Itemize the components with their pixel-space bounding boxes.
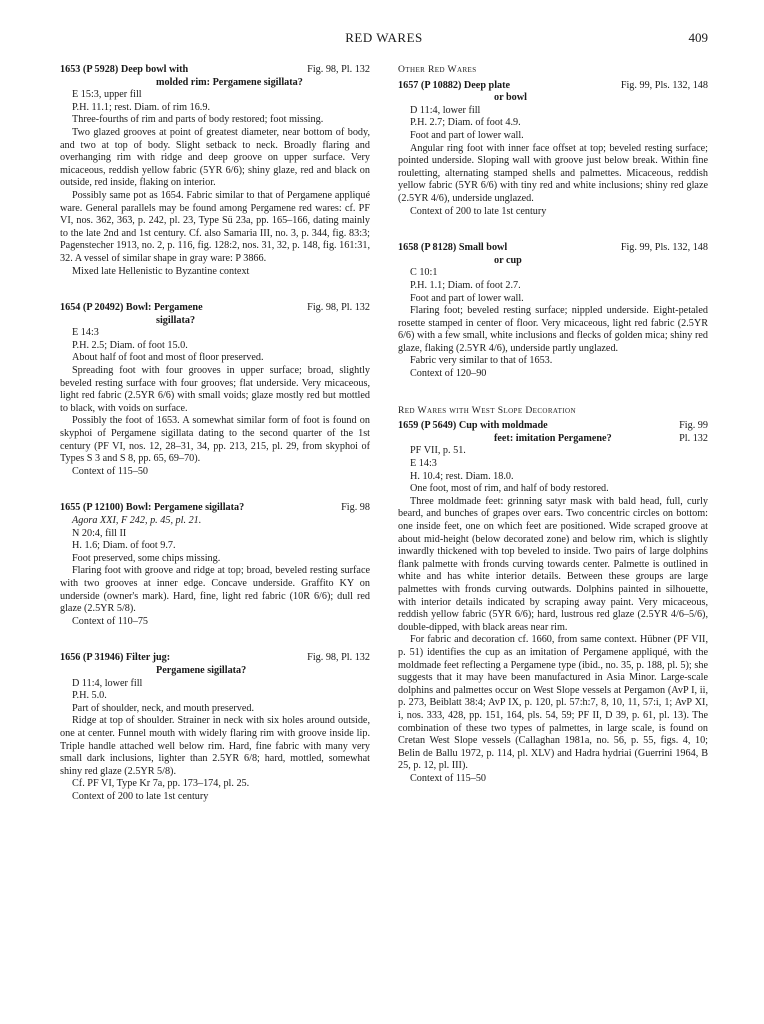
entry-heading xyxy=(398,80,708,105)
catalog-entry-1659 xyxy=(398,420,708,785)
entry-paragraph: Cf. PF VI, Type Kr 7a, pp. 173–174, pl. 25. xyxy=(72,778,250,790)
entry-paragraph: Spreading foot with four grooves in upper surface; broad, slightly beveled resting surface with four grooves; flat underside. Very micaceous, light red fabric (2.5YR 6/6) with small voids; glaze mostly red but mottled to black, with voids on surface. xyxy=(60,365,370,414)
entry-meta: P.H. 2.5; Diam. of foot 15.0. xyxy=(72,339,188,351)
entry-context: Context of 200 to late 1st century xyxy=(410,205,547,217)
entry-title: 1658 (P 8128) Small bowl xyxy=(398,242,508,254)
entry-meta: C 10:1 xyxy=(410,267,438,279)
entry-meta: PF VII, p. 51. xyxy=(410,445,466,457)
entry-meta: P.H. 1.1; Diam. of foot 2.7. xyxy=(410,279,521,291)
catalog-entry-1658 xyxy=(398,242,708,381)
figure-reference: Fig. 98, Pl. 132 xyxy=(307,64,370,75)
catalog-entry-1656 xyxy=(60,652,370,803)
entry-meta: One foot, most of rim, and half of body restored. xyxy=(410,483,609,495)
entry-paragraph: Ridge at top of shoulder. Strainer in neck with six holes around outside, one at center. Funnel mouth with widely flaring rim with groove inside lip. Triple handle attached well below rim. Hard, fine fabric with many very small dark inclusions, lighter than 2.5YR 6/8; hard, mottled, somewhat shiny red glaze (2.5YR 5/8). xyxy=(60,715,370,777)
right-column xyxy=(398,64,708,809)
entry-paragraph: Flaring foot with groove and ridge at top; broad, beveled resting surface with two grooves at inner edge. Concave underside. Graffito KY on underside (owner's mark). Hard, fine, light red fabric (10R 6/6); dull red glaze (2.5YR 5/8). xyxy=(60,565,370,615)
entry-meta: P.H. 2.7; Diam. of foot 4.9. xyxy=(410,117,521,129)
entry-paragraph: Fabric very similar to that of 1653. xyxy=(410,355,553,367)
entry-heading xyxy=(60,302,370,327)
page-number: 409 xyxy=(688,30,708,45)
entry-paragraph: Two glazed grooves at point of greatest diameter, near bottom of body, and two at top of body. Slight setback to neck. Broadly flaring and overhanging rim with ridge and deep groove on upper surface. Very micaceous, reddish yellow fabric (5YR 6/6); shiny glaze, red and black on outside, red inside, flaking on interior. xyxy=(60,126,370,189)
entry-paragraph: For fabric and decoration cf. 1660, from same context. Hübner (PF VII, p. 51) identifies the cup as an imitation of Pergamene appliqué, with the moldmade feet reflecting a Pergamene type (ibid., no. 35, p. 188, pl. 5); she suggests that it may have been manufactured in Asia Minor. Large-scale dolphins and palmettes occur on West Slope vessels at Pergamon (AvP I, ii, p. 273, Beiblatt 38:4; AvP IX, p. 120, pl. 57:h:7, 8, 10, 11, 57:i, 1; AvP XI, i, nos. 333, 428, pp. 151, 164, pls. 54, 59; PF II, D 39, p. 61, pl. 13). The combination of these two types of palmettes, in large scale, is found on Cretan West Slope vessels (Callaghan 1981a, no. 56, p. 55, figs. 4, 10; Belin de Ballu 1972, p. 114, pl. XLV) and Hadra hydriai (Guerrini 1964, B 25, p. 12, pl. III). xyxy=(398,634,708,772)
left-column xyxy=(60,64,370,827)
entry-title: 1657 (P 10882) Deep plate xyxy=(398,79,511,91)
entry-meta: E 15:3, upper fill xyxy=(72,89,142,101)
entry-meta: Foot and part of lower wall. xyxy=(410,129,524,141)
page-header xyxy=(60,30,708,50)
entry-meta: D 11:4, lower fill xyxy=(72,677,143,689)
entry-paragraph: Possibly same pot as 1654. Fabric similar to that of Pergamene appliqué ware. General parallels may be found among Pergamene red wares: cf. PF VI, nos. 362, 363, p. 242, pl. 23, Type Sü 23a, pp. 165–166, dating mainly to the late 2nd and 1st century. Cf. also Samaria III, no. 3, p. 344, fig. 83:3; Pagenstecher 1913, no. 2, p. 116, fig. 128:2, nos. 31, 32, p. 148, fig. 161:31, 32. A vessel of similar shape in gray ware: P 3866. xyxy=(60,189,370,264)
entry-title-line2: sigillata? xyxy=(156,314,196,326)
entry-paragraph: About half of foot and most of floor preserved. xyxy=(72,352,264,364)
entry-paragraph: Part of shoulder, neck, and mouth preserved. xyxy=(72,702,255,714)
figure-reference-plate: Pl. 132 xyxy=(679,432,708,444)
entry-context: Context of 115–50 xyxy=(72,465,149,477)
entry-title-line2: feet: imitation Pergamene? xyxy=(494,432,612,444)
entry-title: 1655 (P 12100) Bowl: Pergamene sigillata? xyxy=(60,502,245,514)
entry-heading xyxy=(60,64,370,89)
catalog-entry-1653 xyxy=(60,64,370,278)
entry-paragraph: Three moldmade feet: grinning satyr mask with bald head, full, curly beard, and bunches of grapes over ears. Two concentric circles on bottom: one inside feet, one on which feet are positioned. Wide scraped groove at about mid-height (below decorated zone) and below rim, which is slightly inwardly thickened with top beveled to inside. Two pairs of large dolphins flank palmette with fronds curving towards center. Palmette is outlined in white and has white interior details. Between these groups are large palmettes with fronds curving outwards. Dolphins painted in silhouette, with interior details indicated by scraping away paint. Very micaceous, reddish yellow fabric (5YR 6/6); hard, lustrous red glaze (2.5YR 4/6–5/6), double-dipped, with black areas near rim. xyxy=(398,495,708,633)
entry-paragraph: Flaring foot; beveled resting surface; nippled underside. Eight-petaled rosette stamped in center of floor. Very micaceous, light red fabric (2.5YR 6/6) with a few small, white inclusions and flecks of golden mica; shiny red glaze, flaking (2.5YR 4/6), underside partly unglazed. xyxy=(398,305,708,354)
catalog-entry-1654 xyxy=(60,302,370,478)
entry-heading xyxy=(398,242,708,267)
figure-reference: Fig. 98, Pl. 132 xyxy=(307,652,370,664)
entry-meta: D 11:4, lower fill xyxy=(410,104,481,116)
entry-meta: Foot and part of lower wall. xyxy=(410,292,524,304)
figure-reference xyxy=(679,420,708,445)
entry-paragraph: Angular ring foot with inner face offset at top; beveled resting surface; pointed underside. Sloping wall with groove just below break. Within fine rouletting, alternating stamped shells and palmettes. Micaceous, reddish yellow fabric (5YR 6/6) with tiny red and white inclusions; shiny red glaze (2.5YR 4/6), underside unglazed. xyxy=(398,142,708,204)
catalog-entry-1657 xyxy=(398,80,708,219)
entry-meta: Agora XXI, F 242, p. 45, pl. 21. xyxy=(72,515,202,526)
entry-title: 1656 (P 31946) Filter jug: xyxy=(60,652,171,664)
entry-meta: H. 1.6; Diam. of foot 9.7. xyxy=(72,540,176,552)
entry-meta: N 20:4, fill II xyxy=(72,527,127,539)
entry-meta: P.H. 5.0. xyxy=(72,690,107,702)
entry-title: 1659 (P 5649) Cup with moldmade xyxy=(398,420,548,432)
catalog-entry-1655 xyxy=(60,502,370,628)
entry-title-line2: or cup xyxy=(494,254,522,266)
entry-context: Context of 115–50 xyxy=(410,772,487,784)
entry-title: 1654 (P 20492) Bowl: Pergamene xyxy=(60,302,203,314)
figure-reference-fig: Fig. 99 xyxy=(679,420,708,432)
entry-heading xyxy=(60,652,370,677)
entry-context: Context of 120–90 xyxy=(410,368,487,380)
entry-title: 1653 (P 5928) Deep bowl with xyxy=(60,64,189,75)
entry-heading xyxy=(60,502,370,515)
section-title-west-slope: Red Wares with West Slope Decoration xyxy=(398,404,576,416)
entry-meta: H. 10.4; rest. Diam. 18.0. xyxy=(410,470,514,482)
entry-paragraph: Three-fourths of rim and parts of body restored; foot missing. xyxy=(72,114,324,126)
entry-meta: E 14:3 xyxy=(72,327,99,339)
entry-title-line2: Pergamene sigillata? xyxy=(156,664,247,676)
entry-meta: P.H. 11.1; rest. Diam. of rim 16.9. xyxy=(72,101,210,113)
entry-context: Mixed late Hellenistic to Byzantine context xyxy=(72,265,250,277)
entry-heading xyxy=(398,420,708,445)
figure-reference: Fig. 98, Pl. 132 xyxy=(307,302,370,314)
entry-context: Context of 200 to late 1st century xyxy=(72,790,209,802)
entry-title-line2: molded rim: Pergamene sigillata? xyxy=(156,76,303,88)
figure-reference: Fig. 99, Pls. 132, 148 xyxy=(620,242,708,254)
entry-title-line2: or bowl xyxy=(494,92,527,104)
section-title-other-red-wares: Other Red Wares xyxy=(398,64,477,75)
figure-reference: Fig. 99, Pls. 132, 148 xyxy=(620,79,708,91)
entry-meta: E 14:3 xyxy=(410,458,437,470)
running-title: RED WARES xyxy=(345,30,423,45)
entry-paragraph: Possibly the foot of 1653. A somewhat similar form of foot is found on skyphoi of Pergamene sigillata dating to the second quarter of the 1st century (PF VI, nos. 12, 28–31, 34, pp. 213, 215, pl. 29, from skyphoi of Types S 3 and S 8, pp. 65, 69–70). xyxy=(60,415,370,465)
figure-reference: Fig. 98 xyxy=(341,502,370,514)
entry-context: Context of 110–75 xyxy=(72,615,149,627)
entry-paragraph: Foot preserved, some chips missing. xyxy=(72,552,221,564)
